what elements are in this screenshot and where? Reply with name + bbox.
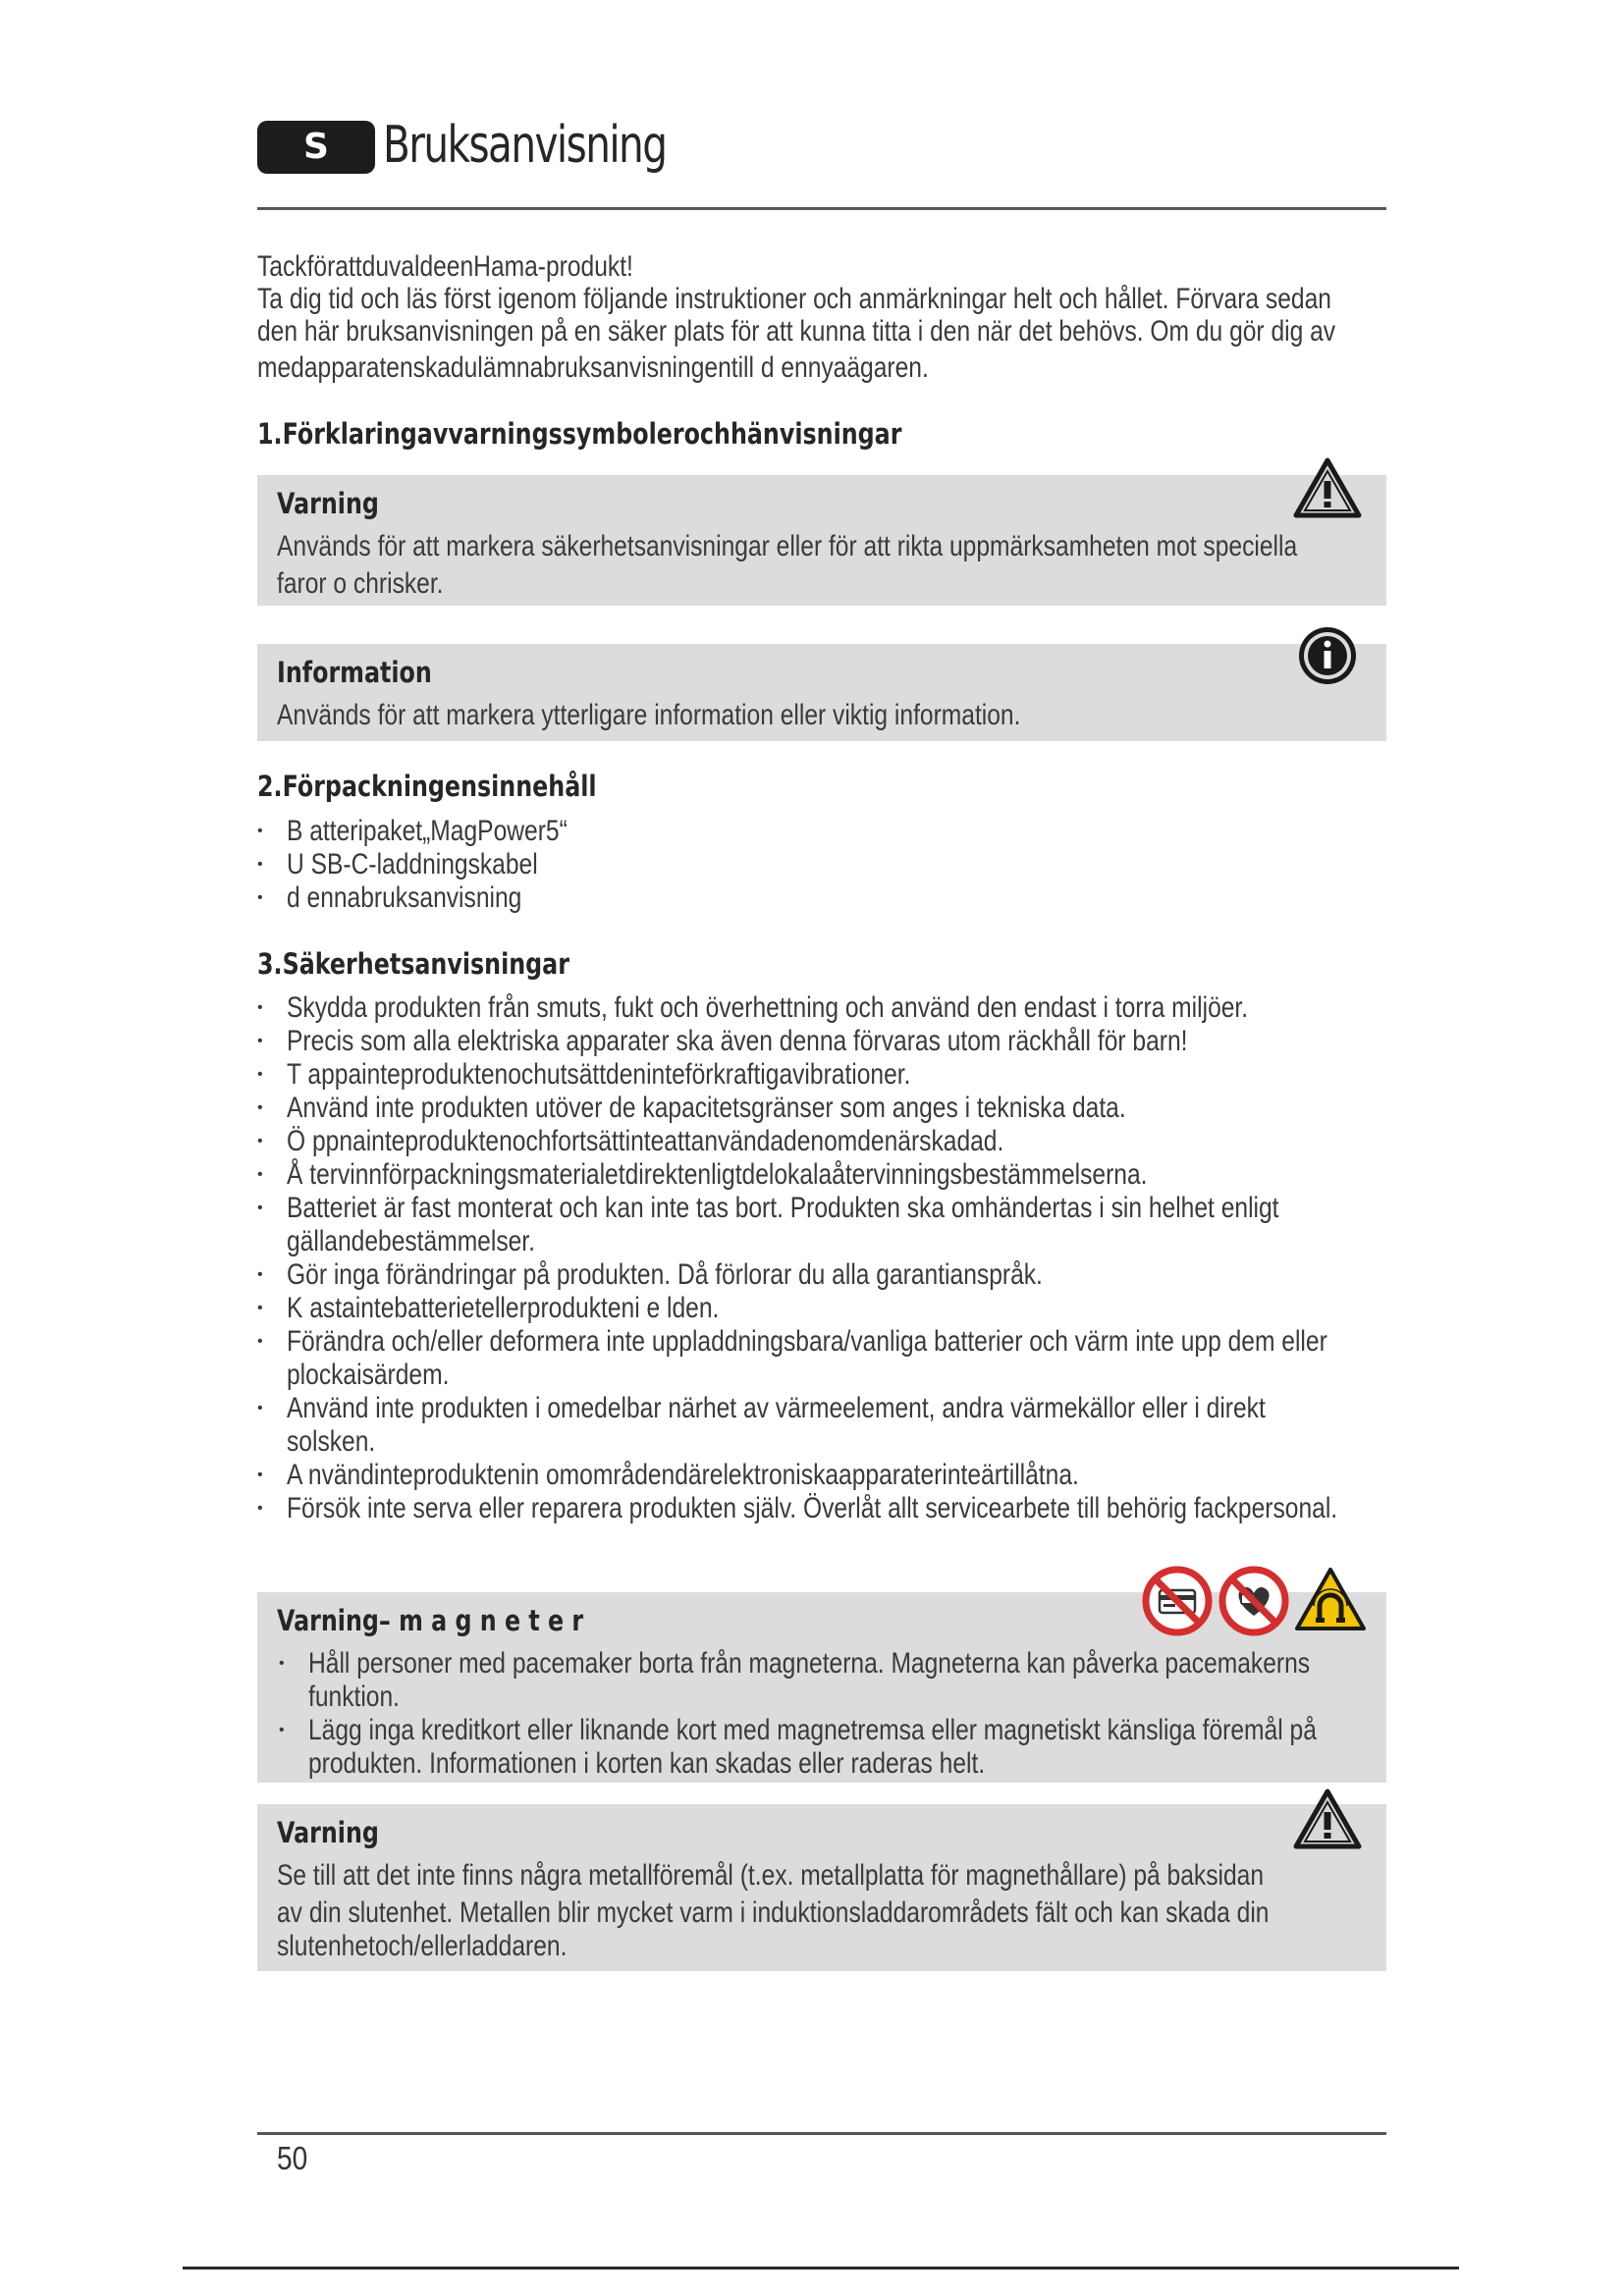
warning-box-text (277, 1857, 1487, 1961)
warning-box-line: faror o chrisker. (277, 567, 444, 600)
warning-box-line: av din slutenhet. Metallen blir mycket varm i induktionsladdarområdets fält och kan skada din (277, 1896, 1270, 1929)
warning-box-text (277, 528, 1521, 603)
intro-line: Ta dig tid och läs först igenom följande instruktioner och anmärkningar helt och hållet. Förvara sedan (257, 283, 1331, 315)
warning-box-title: Varning (277, 487, 379, 520)
package-contents-list (257, 815, 1386, 915)
list-item: • K astaintebatterietellerprodukteni e lden. (257, 1292, 1386, 1325)
list-item: • Batteriet är fast monterat och kan inte tas bort. Produkten ska omhändertas i sin helhet enligt gällandebestämmelser. (257, 1192, 1386, 1258)
warning-triangle-icon (1293, 457, 1362, 518)
document-title: Bruksanvisning (383, 116, 667, 175)
list-item: • U SB-C-laddningskabel (257, 848, 1386, 881)
safety-list (257, 991, 1386, 1525)
list-item: • Å tervinnförpackningsmaterialetdirektenligtdelokalaåtervinningsbestämmelserna. (257, 1158, 1386, 1192)
page-header (257, 118, 1386, 177)
warning-box-line: Se till att det inte finns några metallföremål (t.ex. metallplatta för magnethållare) på baksidan (277, 1859, 1265, 1892)
list-item: • Ö ppnainteproduktenochfortsättinteattanvändadenomdenärskadad. (257, 1125, 1386, 1158)
information-box (257, 644, 1386, 741)
section-heading-safety: 3.Säkerhetsanvisningar (257, 947, 569, 981)
footer-divider (257, 2132, 1386, 2135)
list-item: • Använd inte produkten i omedelbar närhet av värmeelement, andra värmekällor eller i direkt solsken. (257, 1392, 1386, 1459)
list-item: • Precis som alla elektriska apparater ska även denna förvaras utom räckhåll för barn! (257, 1025, 1386, 1058)
warning-triangle-icon (1293, 1789, 1362, 1849)
page-number: 50 (277, 2140, 308, 2176)
list-item: • T appainteproduktenochutsättdeninteförkraftigavibrationer. (257, 1058, 1386, 1092)
information-box-title: Information (277, 656, 432, 689)
magnet-warning-title: Varning– m a g n e t e r (277, 1604, 584, 1637)
intro-line: den här bruksanvisningen på en säker plats för att kunna titta i den när det behövs. Om du gör dig av (257, 315, 1336, 347)
information-box-text (277, 697, 1184, 734)
info-icon (1296, 624, 1359, 687)
list-item: • B atteripaket„MagPower5“ (257, 815, 1386, 848)
header-divider (257, 207, 1386, 210)
section-heading-contents: 2.Förpackningensinnehåll (257, 770, 597, 803)
section-heading-symbols: 1.Förklaringavvarningssymbolerochhänvisningar (257, 417, 902, 451)
language-badge: S (257, 121, 375, 174)
list-item: • Gör inga förändringar på produkten. Då förlorar du alla garantianspråk. (257, 1258, 1386, 1292)
list-item: • Skydda produkten från smuts, fukt och överhettning och använd den endast i torra miljöer. (257, 991, 1386, 1025)
list-item: • Lägg inga kreditkort eller liknande kort med magnetremsa eller magnetiskt känsliga föremål på produkten. Informationen i korten kan skadas eller raderas helt. (279, 1714, 1369, 1781)
information-box-line: Används för att markera ytterligare information eller viktig information. (277, 699, 1021, 731)
list-item: • Använd inte produkten utöver de kapacitetsgränser som anges i tekniska data. (257, 1092, 1386, 1125)
no-pacemaker-icon (1218, 1565, 1290, 1637)
intro-text (257, 250, 1386, 384)
magnet-warning-box (257, 1592, 1386, 1783)
magnet-warning-list (279, 1647, 1369, 1781)
warning-box (257, 475, 1386, 606)
list-item: • Förändra och/eller deformera inte uppladdningsbara/vanliga batterier och värm inte upp dem eller plockaisärdem. (257, 1325, 1386, 1392)
warning-box-line: Används för att markera säkerhetsanvisningar eller för att rikta uppmärksamheten mot speciella (277, 530, 1298, 562)
list-item: • Försök inte serva eller reparera produkten själv. Överlåt allt servicearbete till behörig fackpersonal. (257, 1492, 1386, 1525)
magnetic-field-warning-icon (1294, 1567, 1367, 1631)
no-credit-card-icon (1141, 1565, 1214, 1637)
warning-box-line: slutenhetoch/ellerladdaren. (277, 1930, 568, 1962)
list-item: • Håll personer med pacemaker borta från magneterna. Magneterna kan påverka pacemakerns funktion. (279, 1647, 1369, 1714)
list-item: • d ennabruksanvisning (257, 881, 1386, 915)
bottom-rule (183, 2267, 1459, 2269)
list-item: • A nvändinteproduktenin omområdendärelektroniskaapparaterinteärtillåtna. (257, 1459, 1386, 1492)
warning-box-metal (257, 1804, 1386, 1971)
intro-line: TackförattduvaldeenHama-produkt! (257, 250, 633, 283)
warning-box-title: Varning (277, 1816, 379, 1849)
intro-line: medapparatenskadulämnabruksanvisningentill d ennyaägaren. (257, 351, 929, 384)
